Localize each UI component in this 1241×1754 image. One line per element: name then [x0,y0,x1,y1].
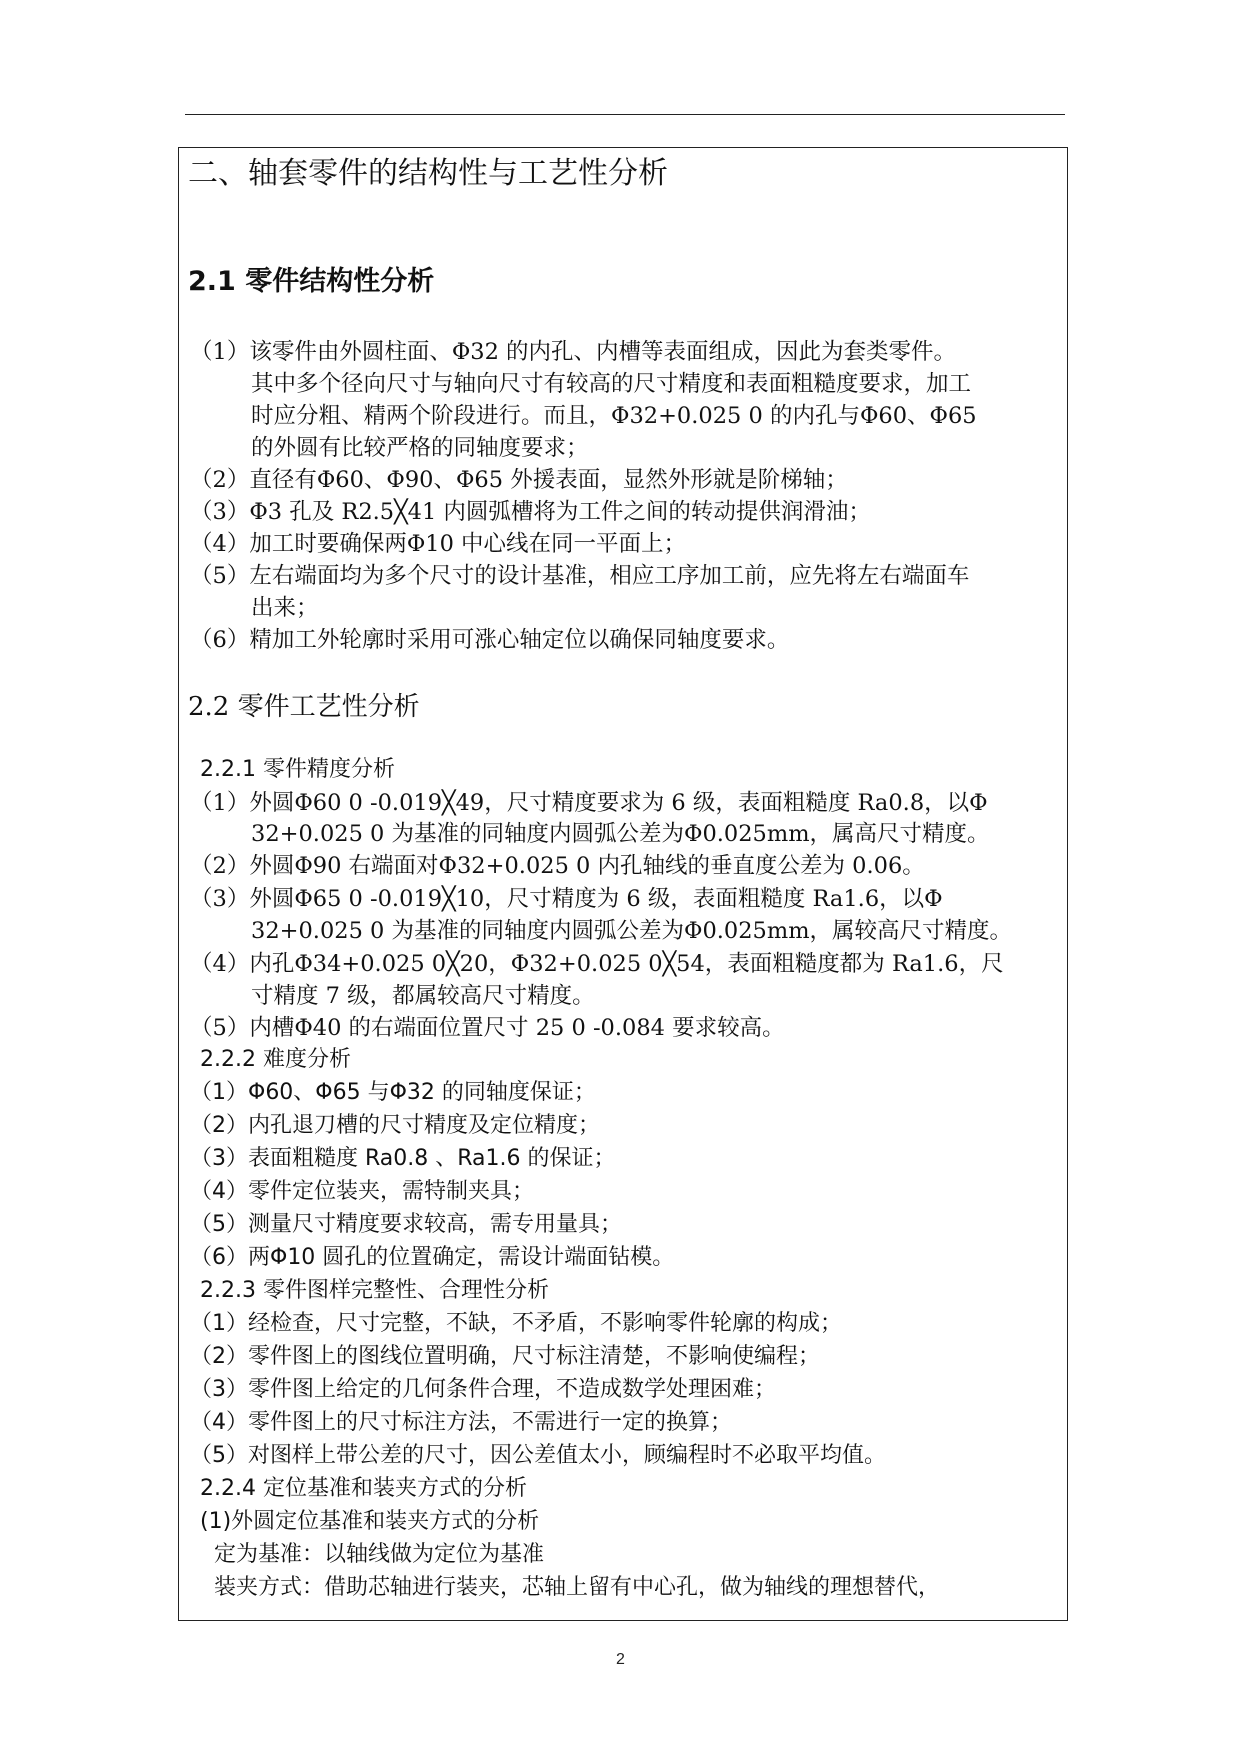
list-item: （2）零件图上的图线位置明确，尺寸标注清楚，不影响使编程； [190,1344,820,1369]
list-item: （3）零件图上给定的几何条件合理，不造成数学处理困难； [190,1377,776,1402]
list-item: （5）内槽Φ40 的右端面位置尺寸 25 0 -0.084 要求较高。 [190,1015,785,1041]
heading-2-2-4: 2.2.4 定位基准和装夹方式的分析 [200,1476,527,1501]
list-item: （5）左右端面均为多个尺寸的设计基准，相应工序加工前，应先将左右端面车 [190,563,970,589]
page-number: 2 [616,1651,625,1668]
list-item: （3）表面粗糙度 Ra0.8 、Ra1.6 的保证； [190,1146,616,1171]
list-item: （2）外圆Φ90 右端面对Φ32+0.025 0 内孔轴线的垂直度公差为 0.06。 [190,853,925,879]
list-item: （2）内孔退刀槽的尺寸精度及定位精度； [190,1113,600,1138]
heading-2-2-2: 2.2.2 难度分析 [200,1047,351,1072]
list-item: （6）两Φ10 圆孔的位置确定，需设计端面钻模。 [190,1245,675,1270]
list-item: 的外圆有比较严格的同轴度要求； [251,435,589,461]
list-item: （3）外圆Φ65 0 -0.019╳10，尺寸精度为 6 级，表面粗糙度 Ra1.6，以Φ [190,886,943,912]
list-item: 定为基准：以轴线做为定位为基准 [214,1542,545,1567]
heading-2-2-3: 2.2.3 零件图样完整性、合理性分析 [200,1278,549,1303]
heading-2-2-1: 2.2.1 零件精度分析 [200,757,395,782]
list-item: 32+0.025 0 为基准的同轴度内圆弧公差为Φ0.025mm，属较高尺寸精度。 [251,918,1013,944]
list-item: （4）内孔Φ34+0.025 0╳20，Φ32+0.025 0╳54，表面粗糙度都为 Ra1.6，尺 [190,951,1004,977]
list-item: 时应分粗、精两个阶段进行。而且，Φ32+0.025 0 的内孔与Φ60、Φ65 [251,403,977,429]
list-item: （3）Φ3 孔及 R2.5╳41 内圆弧槽将为工件之间的转动提供润滑油； [190,499,871,525]
list-item: (1)外圆定位基准和装夹方式的分析 [200,1509,540,1534]
list-item: （1）外圆Φ60 0 -0.019╳49，尺寸精度要求为 6 级，表面粗糙度 Ra0.8，以Φ [190,790,988,816]
list-item: （4）零件图上的尺寸标注方法，不需进行一定的换算； [190,1410,732,1435]
list-item: （6）精加工外轮廓时采用可涨心轴定位以确保同轴度要求。 [190,627,790,653]
list-item: （1）Φ60、Φ65 与Φ32 的同轴度保证； [190,1080,596,1105]
section-title: 二、轴套零件的结构性与工艺性分析 [188,156,668,191]
list-item: （5）测量尺寸精度要求较高，需专用量具； [190,1212,622,1237]
list-item: （4）零件定位装夹，需特制夹具； [190,1179,534,1204]
list-item: 寸精度 7 级，都属较高尺寸精度。 [251,983,595,1009]
list-item: 其中多个径向尺寸与轴向尺寸有较高的尺寸精度和表面粗糙度要求，加工 [251,371,972,397]
list-item: （5）对图样上带公差的尺寸，因公差值太小，顾编程时不必取平均值。 [190,1443,886,1468]
subsection-title-2-1: 2.1 零件结构性分析 [188,266,435,297]
list-item: 装夹方式：借助芯轴进行装夹，芯轴上留有中心孔，做为轴线的理想替代， [214,1575,941,1600]
list-item: （1）经检查，尺寸完整，不缺，不矛盾，不影响零件轮廓的构成； [190,1311,842,1336]
header-rule [185,114,1065,115]
list-item: （4）加工时要确保两Φ10 中心线在同一平面上； [190,531,687,557]
list-item: （2）直径有Φ60、Φ90、Φ65 外援表面，显然外形就是阶梯轴； [190,467,848,493]
list-item: 32+0.025 0 为基准的同轴度内圆弧公差为Φ0.025mm，属高尺寸精度。 [251,821,990,847]
subsection-title-2-2: 2.2 零件工艺性分析 [188,692,420,722]
list-item: （1）该零件由外圆柱面、Φ32 的内孔、内槽等表面组成，因此为套类零件。 [190,339,957,365]
list-item: 出来； [251,595,319,621]
